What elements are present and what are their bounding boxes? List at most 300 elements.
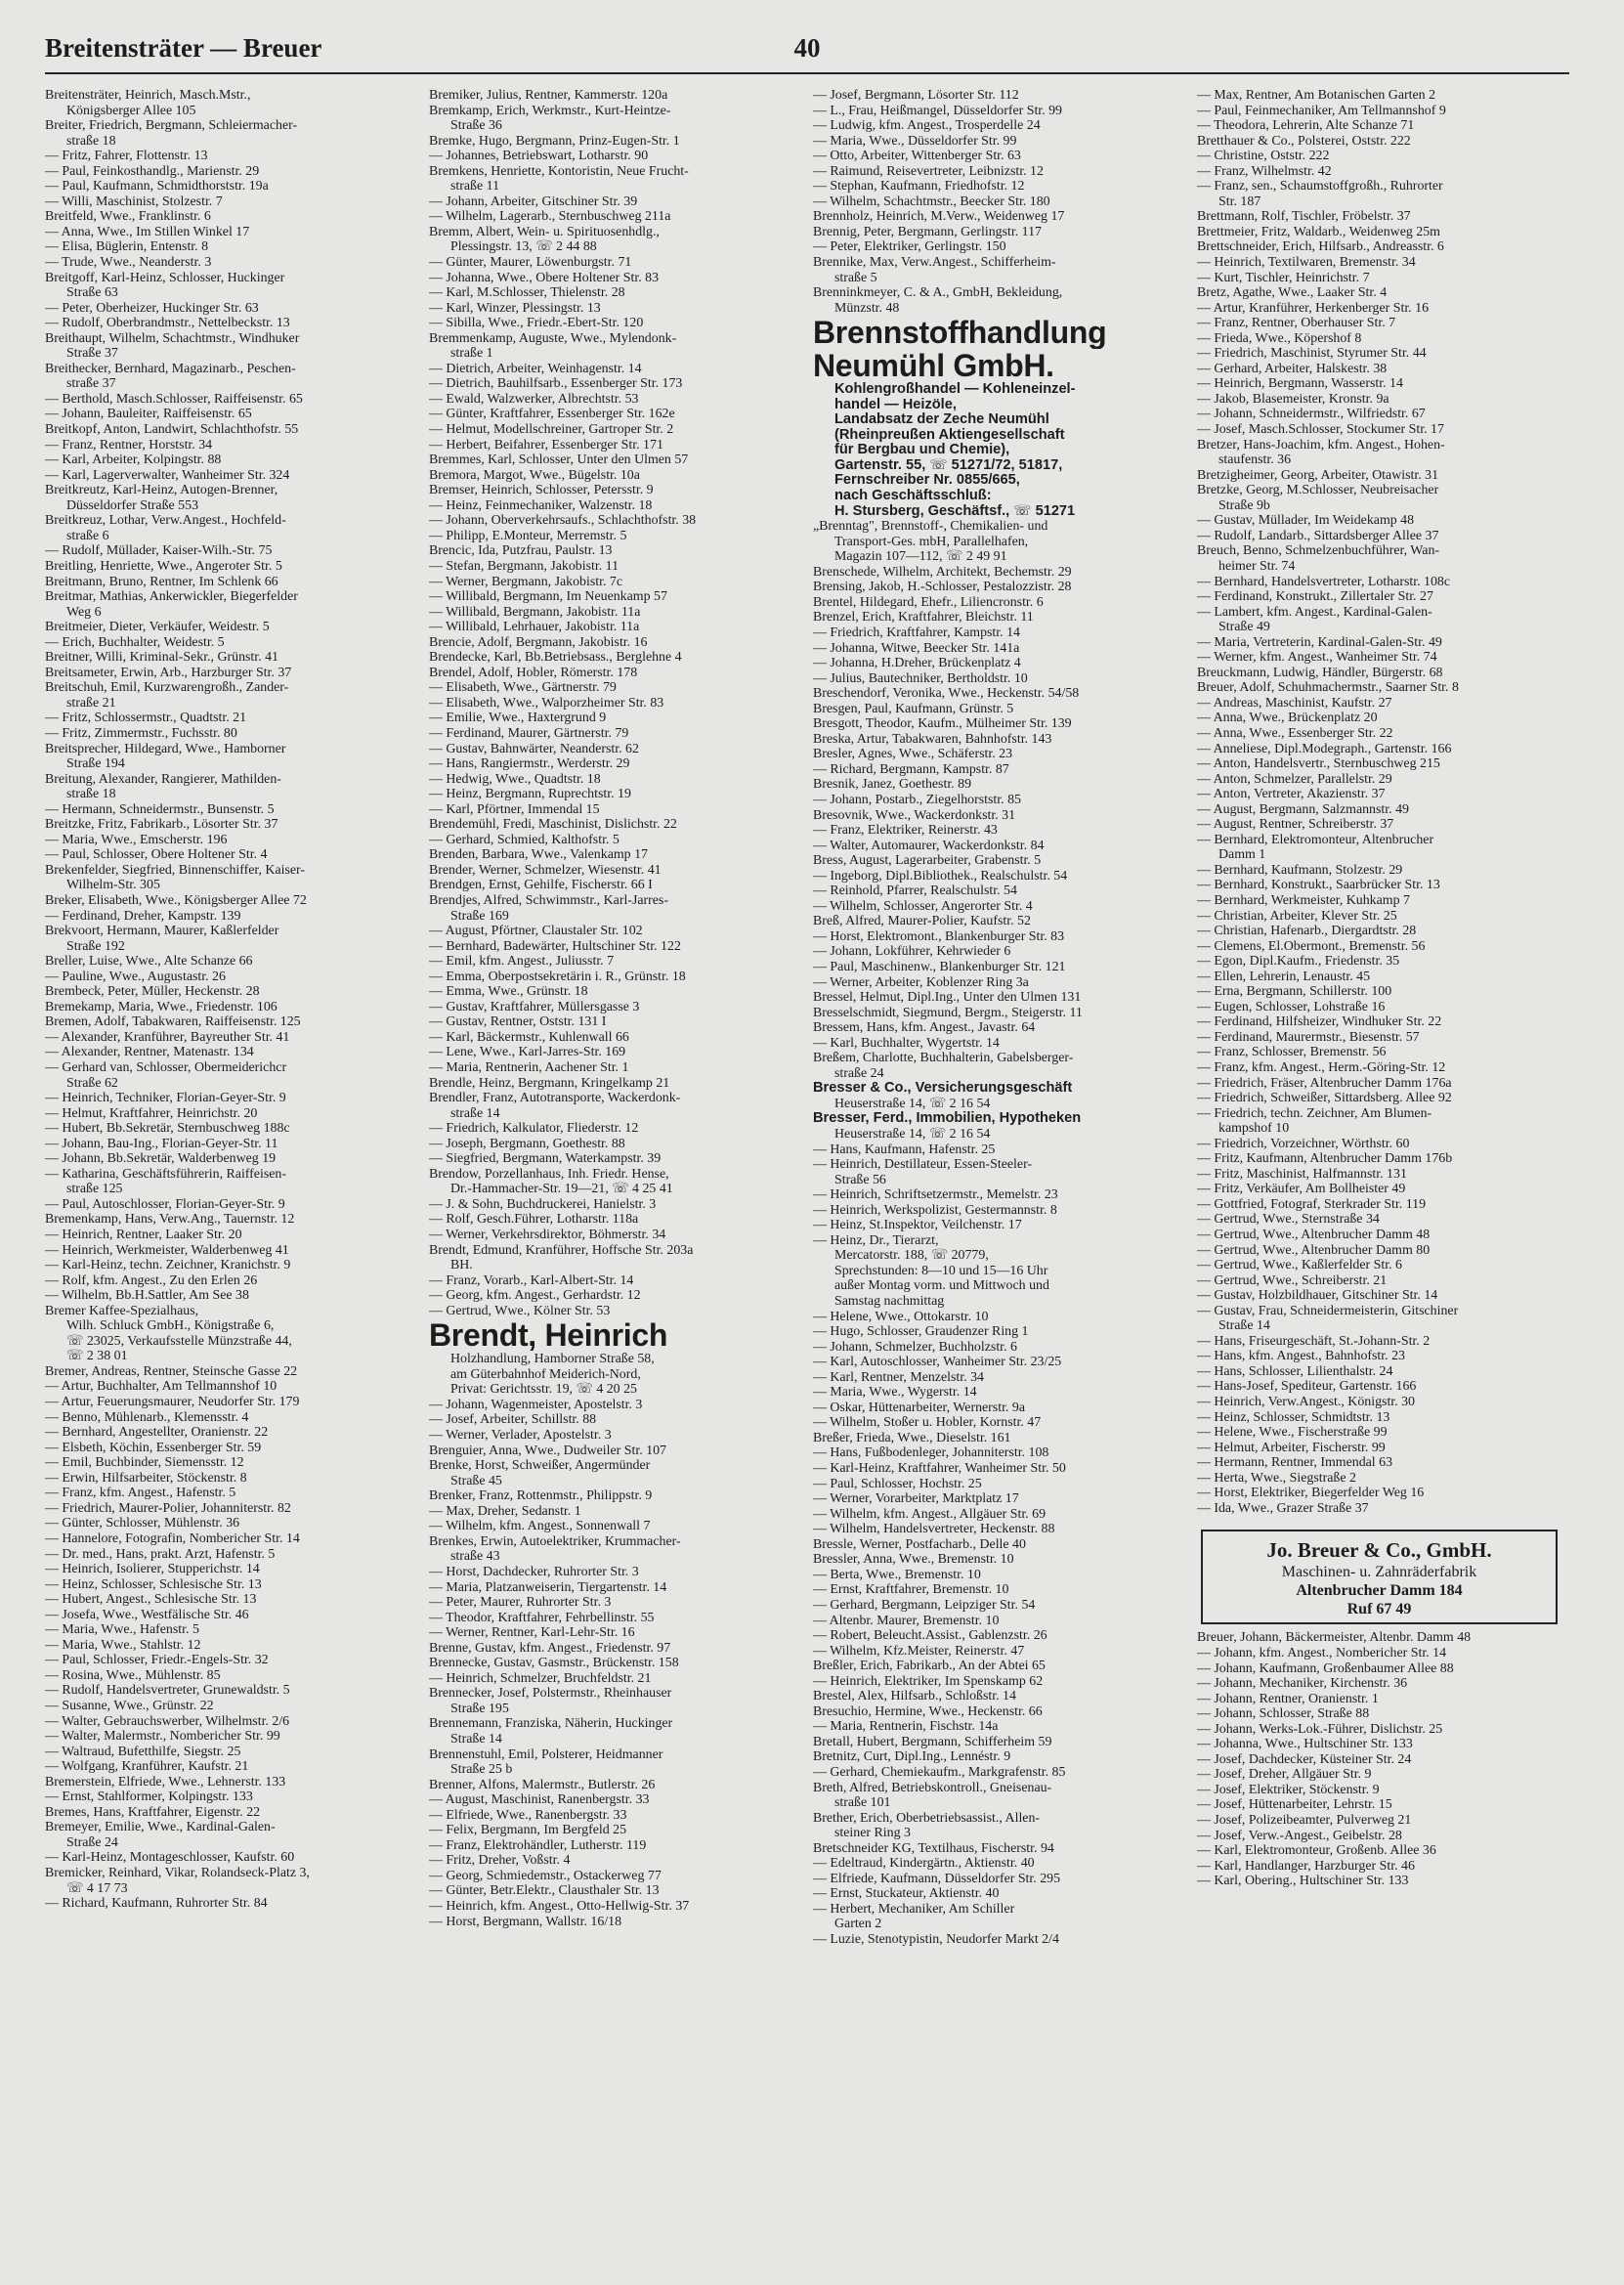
entry-continuation: ☏ 23025, Verkaufsstelle Münzstraße 44, <box>66 1333 292 1349</box>
directory-entry: — Richard, Kaufmann, Ruhrorter Str. 84 <box>45 1896 268 1912</box>
directory-entry: — Karl, Arbeiter, Kolpingstr. 88 <box>45 453 222 468</box>
directory-entry: — Helene, Wwe., Ottokarstr. 10 <box>813 1309 989 1324</box>
advert-phone: Ruf 67 49 <box>1346 1601 1412 1618</box>
directory-entry: Breuer, Johann, Bäckermeister, Altenbr. Damm 48 <box>1197 1630 1472 1646</box>
entry-continuation: Garten 2 <box>834 1917 882 1932</box>
directory-entry: — Pauline, Wwe., Augustastr. 26 <box>45 969 226 984</box>
directory-entry: — Günter, Maurer, Löwenburgstr. 71 <box>429 255 632 271</box>
directory-entry: — Walter, Gebrauchswerber, Wilhelmstr. 2/6 <box>45 1713 290 1729</box>
directory-entry: — Heinz, Schlosser, Schlesische Str. 13 <box>45 1576 262 1592</box>
directory-entry: — Ernst, Stahlformer, Kolpingstr. 133 <box>45 1789 253 1805</box>
directory-entry: Breitensträter, Heinrich, Masch.Mstr., <box>45 88 251 103</box>
directory-entry: — Andreas, Maschinist, Kaufstr. 27 <box>1197 695 1392 711</box>
directory-entry: — Richard, Bergmann, Kampstr. 87 <box>813 761 1009 777</box>
directory-entry: — Anna, Wwe., Brückenplatz 20 <box>1197 711 1378 726</box>
directory-entry: — Karl, Autoschlosser, Wanheimer Str. 23/25 <box>813 1355 1062 1370</box>
directory-entry: — Franz, Rentner, Horststr. 34 <box>45 437 213 453</box>
directory-entry: — Maria, Rentnerin, Fischstr. 14a <box>813 1719 999 1735</box>
entry-continuation: Landabsatz der Zeche Neumühl <box>834 412 1049 428</box>
entry-continuation: Straße 14 <box>450 1731 502 1746</box>
directory-entry: — Heinz, St.Inspektor, Veilchenstr. 17 <box>813 1218 1022 1233</box>
directory-entry: Bremer Kaffee-Spezialhaus, <box>45 1303 199 1318</box>
entry-continuation: Düsseldorfer Straße 553 <box>66 497 199 513</box>
directory-entry: Bresnik, Janez, Goethestr. 89 <box>813 777 972 793</box>
directory-entry: — Jakob, Blasemeister, Kronstr. 9a <box>1197 391 1389 407</box>
directory-entry: — Gertrud, Wwe., Kaßlerfelder Str. 6 <box>1197 1258 1402 1273</box>
directory-entry: — Johannes, Betriebswart, Lotharstr. 90 <box>429 149 649 164</box>
directory-entry: — Gertrud, Wwe., Kölner Str. 53 <box>429 1303 611 1318</box>
directory-entry: — J. & Sohn, Buchdruckerei, Hanielstr. 3 <box>429 1196 657 1212</box>
directory-entry: Bresser & Co., Versicherungsgeschäft <box>813 1081 1073 1097</box>
directory-entry: — Josef, Arbeiter, Schillstr. 88 <box>429 1412 597 1428</box>
directory-entry: Brendt, Edmund, Kranführer, Hoffsche Str. 203a <box>429 1242 694 1258</box>
directory-entry: Brenzel, Erich, Kraftfahrer, Bleichstr. 11 <box>813 610 1034 625</box>
directory-entry: — Karl, Winzer, Plessingstr. 13 <box>429 300 601 316</box>
directory-entry: — Karl, Buchhalter, Wygertstr. 14 <box>813 1035 1000 1051</box>
directory-entry: — Gertrud, Wwe., Altenbrucher Damm 48 <box>1197 1228 1431 1243</box>
directory-entry: — Lene, Wwe., Karl-Jarres-Str. 169 <box>429 1045 626 1060</box>
directory-entry: — Gertrud, Wwe., Sternstraße 34 <box>1197 1212 1380 1228</box>
directory-entry: Brennholz, Heinrich, M.Verw., Weidenweg 17 <box>813 209 1065 225</box>
directory-entry: — Werner, Rentner, Karl-Lehr-Str. 16 <box>429 1625 635 1641</box>
directory-entry: Bretall, Hubert, Bergmann, Schifferheim 59 <box>813 1734 1052 1749</box>
directory-entry: — Johann, Bau-Ing., Florian-Geyer-Str. 11 <box>45 1136 278 1151</box>
directory-entry: Bremerstein, Elfriede, Wwe., Lehnerstr. 133 <box>45 1774 286 1789</box>
directory-entry: — Paul, Schlosser, Friedr.-Engels-Str. 32 <box>45 1653 269 1668</box>
directory-entry: — Anton, Schmelzer, Parallelstr. 29 <box>1197 771 1392 787</box>
directory-entry: — Bernhard, Handelsvertreter, Lotharstr. 108c <box>1197 574 1451 589</box>
directory-entry: — Anton, Handelsvertr., Sternbuschweg 215 <box>1197 756 1440 772</box>
directory-entry: — Rudolf, Landarb., Sittardsberger Allee 37 <box>1197 528 1439 543</box>
directory-entry: — Elfriede, Kaufmann, Düsseldorfer Str. 295 <box>813 1871 1061 1886</box>
directory-entry: — Luzie, Stenotypistin, Neudorfer Markt 2/4 <box>813 1931 1059 1947</box>
entry-continuation: Königsberger Allee 105 <box>66 103 196 118</box>
directory-entry: Bresuchio, Hermine, Wwe., Heckenstr. 66 <box>813 1703 1043 1719</box>
directory-entry: — Ludwig, kfm. Angest., Trosperdelle 24 <box>813 118 1041 134</box>
page-header <box>45 33 1569 74</box>
directory-entry: — Friedrich, Schweißer, Sittardsberg. Allee 92 <box>1197 1091 1452 1106</box>
entry-continuation: Str. 187 <box>1218 194 1261 209</box>
directory-entry: Brendemühl, Fredi, Maschinist, Dislichstr. 22 <box>429 817 677 833</box>
directory-entry: — Karl, Bäckermstr., Kuhlenwall 66 <box>429 1029 629 1045</box>
directory-entry: — Paul, Schlosser, Obere Holtener Str. 4 <box>45 847 268 863</box>
directory-entry: — Frieda, Wwe., Köpershof 8 <box>1197 330 1362 346</box>
directory-entry: Breitkreutz, Karl-Heinz, Autogen-Brenner, <box>45 483 278 498</box>
directory-entry: — Karl, Elektromonteur, Großenb. Allee 36 <box>1197 1843 1436 1859</box>
entry-continuation: Wilhelm-Str. 305 <box>66 878 160 893</box>
directory-entry: Bressler, Anna, Wwe., Bremenstr. 10 <box>813 1552 1014 1568</box>
directory-entry: — Wilhelm, Schachtmstr., Beecker Str. 180 <box>813 194 1050 209</box>
directory-entry: „Brenntag", Brennstoff-, Chemikalien- und <box>813 519 1048 535</box>
directory-entry: — Wilhelm, Bb.H.Sattler, Am See 38 <box>45 1288 249 1304</box>
directory-entry: Breitling, Henriette, Wwe., Angeroter Str. 5 <box>45 558 282 574</box>
directory-entry: — Franz, Rentner, Oberhauser Str. 7 <box>1197 316 1396 331</box>
directory-entry: Brennenstuhl, Emil, Polsterer, Heidmanner <box>429 1746 663 1762</box>
directory-entry: — Ida, Wwe., Grazer Straße 37 <box>1197 1500 1369 1516</box>
entry-continuation: Kohlengroßhandel — Kohleneinzel- <box>834 382 1076 398</box>
directory-entry: Bremen, Adolf, Tabakwaren, Raiffeisenstr. 125 <box>45 1014 301 1030</box>
directory-entry: — Heinrich, kfm. Angest., Otto-Hellwig-Str. 37 <box>429 1898 690 1914</box>
directory-entry: — Bernhard, Werkmeister, Kuhkamp 7 <box>1197 892 1410 908</box>
directory-entry: — Herbert, Mechaniker, Am Schiller <box>813 1901 1015 1917</box>
directory-entry: Bremeyer, Emilie, Wwe., Kardinal-Galen- <box>45 1820 276 1835</box>
directory-entry: — Theodora, Lehrerin, Alte Schanze 71 <box>1197 118 1415 134</box>
entry-continuation: ☏ 4 17 73 <box>66 1880 128 1896</box>
directory-entry: — August, Bergmann, Salzmannstr. 49 <box>1197 801 1409 817</box>
directory-entry: Bretzigheimer, Georg, Arbeiter, Otawistr. 31 <box>1197 467 1439 483</box>
directory-entry: — Reinhold, Pfarrer, Realschulstr. 54 <box>813 884 1017 899</box>
directory-entry: — Johann, Arbeiter, Gitschiner Str. 39 <box>429 194 638 209</box>
entry-continuation: Gartenstr. 55, ☏ 51271/72, 51817, <box>834 457 1063 473</box>
directory-entry: Bremkamp, Erich, Werkmstr., Kurt-Heintze- <box>429 103 671 118</box>
directory-entry: — Josefa, Wwe., Westfälische Str. 46 <box>45 1607 249 1622</box>
directory-entry: — Waltraud, Bufetthilfe, Siegstr. 25 <box>45 1744 241 1759</box>
directory-entry: — Christine, Oststr. 222 <box>1197 149 1330 164</box>
directory-entry: — Werner, Vorarbeiter, Marktplatz 17 <box>813 1491 1019 1507</box>
directory-entry: — Heinz, Schlosser, Schmidtstr. 13 <box>1197 1409 1390 1425</box>
directory-entry: Bresgen, Paul, Kaufmann, Grünstr. 5 <box>813 701 1014 716</box>
directory-entry: Bressle, Werner, Postfacharb., Delle 40 <box>813 1536 1026 1552</box>
directory-entry: Brettmann, Rolf, Tischler, Fröbelstr. 37 <box>1197 209 1411 225</box>
directory-entry: — Heinrich, Rentner, Laaker Str. 20 <box>45 1228 242 1243</box>
directory-entry: — Johann, Wagenmeister, Apostelstr. 3 <box>429 1397 643 1412</box>
directory-entry: Breschendorf, Veronika, Wwe., Heckenstr. 54/58 <box>813 686 1080 702</box>
directory-entry: — Paul, Maschinenw., Blankenburger Str. 121 <box>813 959 1066 974</box>
entry-continuation: Fernschreiber Nr. 0855/665, <box>834 473 1020 489</box>
directory-entry: — Eugen, Schlosser, Lohstraße 16 <box>1197 999 1386 1014</box>
directory-entry: — Wolfgang, Kranführer, Kaufstr. 21 <box>45 1759 249 1775</box>
directory-entry: — Bernhard, Elektromonteur, Altenbrucher <box>1197 832 1434 847</box>
directory-entry: Breitschuh, Emil, Kurzwarengroßh., Zander- <box>45 680 289 696</box>
directory-entry: — Alexander, Rentner, Matenastr. 134 <box>45 1045 254 1060</box>
directory-entry: — Friedrich, Fräser, Altenbrucher Damm 176a <box>1197 1075 1452 1091</box>
page-number: 40 <box>793 33 821 63</box>
directory-entry: — Friedrich, Kraftfahrer, Kampstr. 14 <box>813 625 1020 640</box>
directory-entry: — Karl, Pförtner, Immendal 15 <box>429 801 600 817</box>
directory-entry: Bremiker, Julius, Rentner, Kammerstr. 120a <box>429 88 668 103</box>
directory-entry: — Rosina, Wwe., Mühlenstr. 85 <box>45 1667 221 1683</box>
directory-entry: — Emma, Wwe., Grünstr. 18 <box>429 984 588 1000</box>
directory-entry: — Horst, Dachdecker, Ruhrorter Str. 3 <box>429 1564 639 1579</box>
entry-continuation: Wilh. Schluck GmbH., Königstraße 6, <box>66 1318 275 1334</box>
directory-entry: — Werner, Verlader, Apostelstr. 3 <box>429 1428 612 1444</box>
entry-continuation: straße 101 <box>834 1795 891 1811</box>
directory-entry: — Johanna, H.Dreher, Brückenplatz 4 <box>813 656 1021 671</box>
directory-entry: — Erich, Buchhalter, Weidestr. 5 <box>45 634 225 650</box>
directory-entry: — Ferdinand, Konstrukt., Zillertaler Str. 27 <box>1197 589 1433 605</box>
entry-continuation: ☏ 2 38 01 <box>66 1349 128 1364</box>
directory-entry: — Karl, Handlanger, Harzburger Str. 46 <box>1197 1858 1415 1874</box>
directory-entry: Breitsameter, Erwin, Arb., Harzburger Str. 37 <box>45 665 292 680</box>
directory-entry: — Gustav, Holzbildhauer, Gitschiner Str. 14 <box>1197 1288 1438 1304</box>
directory-entry: — Stephan, Kaufmann, Friedhofstr. 12 <box>813 179 1025 194</box>
directory-entry: Brendgen, Ernst, Gehilfe, Fischerstr. 66 I <box>429 878 653 893</box>
directory-entry: — Christian, Arbeiter, Klever Str. 25 <box>1197 908 1397 924</box>
directory-entry: Brether, Erich, Oberbetriebsassist., Allen- <box>813 1810 1041 1826</box>
directory-entry: — Heinrich, Schriftsetzermstr., Memelstr. 23 <box>813 1187 1058 1203</box>
directory-entry: — Elfriede, Wwe., Ranenbergstr. 33 <box>429 1807 627 1823</box>
directory-entry: — August, Rentner, Schreiberstr. 37 <box>1197 817 1394 833</box>
directory-entry: — Friedrich, techn. Zeichner, Am Blumen- <box>1197 1105 1432 1121</box>
directory-entry: — Heinrich, Textilwaren, Bremenstr. 34 <box>1197 255 1416 271</box>
directory-entry: — Walter, Malermstr., Nombericher Str. 99 <box>45 1729 280 1745</box>
directory-entry: — Johann, Rentner, Oranienstr. 1 <box>1197 1691 1379 1706</box>
entry-continuation: straße 14 <box>450 1105 500 1121</box>
directory-entry: Brenke, Horst, Schweißer, Angermünder <box>429 1458 651 1474</box>
directory-entry: — Egon, Dipl.Kaufm., Friedenstr. 35 <box>1197 954 1400 970</box>
directory-entry: — Berthold, Masch.Schlosser, Raiffeisenstr. 65 <box>45 391 303 407</box>
directory-entry: — Johanna, Witwe, Beecker Str. 141a <box>813 640 1020 656</box>
directory-entry: — Rudolf, Handelsvertreter, Grunewaldstr. 5 <box>45 1683 290 1699</box>
directory-entry: Brenner, Alfons, Malermstr., Butlerstr. 26 <box>429 1777 656 1792</box>
directory-entry: Bremicker, Reinhard, Vikar, Rolandseck-Platz 3, <box>45 1865 310 1880</box>
directory-entry: — Franz, Elektrohändler, Lutherstr. 119 <box>429 1837 647 1853</box>
directory-entry: — Helmut, Arbeiter, Fischerstr. 99 <box>1197 1440 1386 1455</box>
directory-entry: — Friedrich, Maschinist, Styrumer Str. 44 <box>1197 346 1427 362</box>
directory-entry: — Rolf, Gesch.Führer, Lotharstr. 118a <box>429 1212 639 1228</box>
directory-entry: — Gertrud, Wwe., Schreiberstr. 21 <box>1197 1272 1388 1288</box>
directory-entry: — Artur, Buchhalter, Am Tellmannshof 10 <box>45 1379 278 1395</box>
directory-entry: Bresler, Agnes, Wwe., Schäferstr. 23 <box>813 747 1013 762</box>
directory-entry: — Gerhard, Arbeiter, Halskestr. 38 <box>1197 361 1388 376</box>
directory-entry: — Johanna, Wwe., Obere Holtener Str. 83 <box>429 270 660 285</box>
entry-continuation: Straße 24 <box>66 1834 118 1850</box>
directory-entry: — Anneliese, Dipl.Modegraph., Gartenstr. 166 <box>1197 741 1452 756</box>
directory-entry: Breitgoff, Karl-Heinz, Schlosser, Huckinger <box>45 270 285 285</box>
directory-entry: — Ellen, Lehrerin, Lenaustr. 45 <box>1197 969 1371 984</box>
directory-entry: — Altenbr. Maurer, Bremenstr. 10 <box>813 1613 1000 1628</box>
directory-entry: — Bernhard, Angestellter, Oranienstr. 22 <box>45 1425 269 1441</box>
directory-entry: — Gertrud, Wwe., Altenbrucher Damm 80 <box>1197 1242 1431 1258</box>
entry-continuation: Damm 1 <box>1218 847 1266 863</box>
directory-entry: Brekenfelder, Siegfried, Binnenschiffer, Kaiser- <box>45 862 306 878</box>
directory-entry: — Max, Dreher, Sedanstr. 1 <box>429 1503 581 1519</box>
directory-entry: — Peter, Oberheizer, Huckinger Str. 63 <box>45 300 259 316</box>
directory-entry: — Johann, Bauleiter, Raiffeisenstr. 65 <box>45 407 252 422</box>
entry-continuation: straße 43 <box>450 1549 500 1565</box>
directory-entry: Bremekamp, Maria, Wwe., Friedenstr. 106 <box>45 999 278 1014</box>
directory-entry: Brendler, Franz, Autotransporte, Wackerdonk- <box>429 1091 681 1106</box>
directory-entry: — Heinz, Bergmann, Ruprechtstr. 19 <box>429 787 631 802</box>
directory-entry: — Hermann, Schneidermstr., Bunsenstr. 5 <box>45 801 275 817</box>
directory-entry: — Hans, kfm. Angest., Bahnhofstr. 23 <box>1197 1349 1405 1364</box>
directory-entry: — Fritz, Maschinist, Halfmannstr. 131 <box>1197 1166 1407 1182</box>
directory-entry: Bremmes, Karl, Schlosser, Unter den Ulmen 57 <box>429 453 689 468</box>
directory-entry: — Wilhelm, Schlosser, Angerorter Str. 4 <box>813 898 1033 914</box>
entry-continuation: Straße 37 <box>66 346 118 362</box>
directory-entry: Brencic, Ida, Putzfrau, Paulstr. 13 <box>429 543 613 559</box>
directory-entry: — Ferdinand, Hilfsheizer, Windhuker Str. 22 <box>1197 1014 1442 1030</box>
display-heading: Brendt, Heinrich <box>429 1318 668 1353</box>
directory-entry: Bremmenkamp, Auguste, Wwe., Mylendonk- <box>429 330 677 346</box>
directory-entry: — Max, Rentner, Am Botanischen Garten 2 <box>1197 88 1436 103</box>
directory-entry: — Johann, Bb.Sekretär, Walderbenweg 19 <box>45 1151 277 1167</box>
directory-entry: — Josef, Dreher, Allgäuer Str. 9 <box>1197 1767 1372 1783</box>
directory-entry: — Emilie, Wwe., Haxtergrund 9 <box>429 711 607 726</box>
directory-entry: — Hans, Schlosser, Lilienthalstr. 24 <box>1197 1363 1393 1379</box>
directory-entry: — Ernst, Kraftfahrer, Bremenstr. 10 <box>813 1582 1009 1598</box>
directory-entry: — Horst, Elektriker, Biegerfelder Weg 16 <box>1197 1486 1425 1501</box>
directory-entry: — Rudolf, Müllader, Kaiser-Wilh.-Str. 75 <box>45 543 273 559</box>
directory-entry: — Josef, Polizeibeamter, Pulverweg 21 <box>1197 1812 1412 1828</box>
directory-entry: — Siegfried, Bergmann, Waterkampstr. 39 <box>429 1151 662 1167</box>
directory-entry: — Karl-Heinz, Montageschlosser, Kaufstr. 60 <box>45 1850 295 1866</box>
directory-entry: Breitmar, Mathias, Ankerwickler, Biegerfelder <box>45 589 298 605</box>
directory-entry: — Fritz, Dreher, Voßstr. 4 <box>429 1853 571 1869</box>
entry-continuation: straße 21 <box>66 695 116 711</box>
entry-continuation: Heuserstraße 14, ☏ 2 16 54 <box>834 1127 991 1142</box>
entry-continuation: Straße 9b <box>1218 497 1270 513</box>
directory-entry: — Artur, Kranführer, Herkenberger Str. 16 <box>1197 300 1430 316</box>
directory-entry: — Hubert, Angest., Schlesische Str. 13 <box>45 1592 257 1608</box>
advert-address: Altenbrucher Damm 184 <box>1296 1582 1463 1600</box>
entry-continuation: Straße 45 <box>450 1473 502 1488</box>
entry-continuation: H. Stursberg, Geschäftsf., ☏ 51271 <box>834 503 1076 519</box>
directory-entry: Bresgott, Theodor, Kaufm., Mülheimer Str. 139 <box>813 716 1072 732</box>
directory-entry: Brembeck, Peter, Müller, Heckenstr. 28 <box>45 984 260 1000</box>
directory-entry: — Fritz, Zimmermstr., Fuchsstr. 80 <box>45 725 237 741</box>
directory-entry: — Herta, Wwe., Siegstraße 2 <box>1197 1470 1356 1486</box>
entry-continuation: am Güterbahnhof Meiderich-Nord, <box>450 1366 641 1382</box>
directory-entry: — Heinz, Dr., Tierarzt, <box>813 1232 939 1248</box>
directory-entry: — Hans, Kaufmann, Hafenstr. 25 <box>813 1142 996 1157</box>
directory-entry: — Maria, Wwe., Wygerstr. 14 <box>813 1385 977 1401</box>
entry-continuation: staufenstr. 36 <box>1218 453 1292 468</box>
directory-entry: — Herbert, Beifahrer, Essenberger Str. 171 <box>429 437 663 453</box>
directory-entry: — Maria, Platzanweiserin, Tiergartenstr. 14 <box>429 1579 667 1595</box>
entry-continuation: Straße 36 <box>450 118 502 134</box>
directory-entry: Breitzke, Fritz, Fabrikarb., Lösorter Str. 37 <box>45 817 278 833</box>
directory-entry: — Maria, Rentnerin, Aachener Str. 1 <box>429 1060 629 1075</box>
directory-entry: Brettschneider, Erich, Hilfsarb., Andreasstr. 6 <box>1197 239 1444 255</box>
directory-entry: — Heinrich, Werkmeister, Walderbenweg 41 <box>45 1242 289 1258</box>
directory-entry: Brenschede, Wilhelm, Architekt, Bechemstr. 29 <box>813 564 1072 580</box>
directory-entry: — Johann, Oberverkehrsaufs., Schlachthofstr. 38 <box>429 513 697 529</box>
entry-continuation: straße 24 <box>834 1065 884 1081</box>
directory-entry: — Wilhelm, Handelsvertreter, Heckenstr. 88 <box>813 1522 1055 1537</box>
directory-entry: — Josef, Bergmann, Lösorter Str. 112 <box>813 88 1019 103</box>
directory-entry: — Karl, Obering., Hultschiner Str. 133 <box>1197 1874 1409 1889</box>
directory-entry: — Walter, Automaurer, Wackerdonkstr. 84 <box>813 838 1045 853</box>
entry-continuation: Heuserstraße 14, ☏ 2 16 54 <box>834 1096 991 1111</box>
directory-entry: — Felix, Bergmann, Im Bergfeld 25 <box>429 1823 627 1838</box>
directory-entry: — Philipp, E.Monteur, Merremstr. 5 <box>429 528 627 543</box>
directory-entry: — Johann, Schneidermstr., Wilfriedstr. 67 <box>1197 407 1426 422</box>
directory-entry: — Hubert, Bb.Sekretär, Sternbuschweg 188c <box>45 1121 290 1137</box>
directory-entry: — Hermann, Rentner, Immendal 63 <box>1197 1455 1393 1471</box>
entry-continuation: Straße 14 <box>1218 1318 1270 1334</box>
directory-entry: Bress, August, Lagerarbeiter, Grabenstr. 5 <box>813 853 1042 869</box>
directory-entry: — Paul, Feinmechaniker, Am Tellmannshof 9 <box>1197 103 1446 118</box>
entry-continuation: Straße 169 <box>450 908 509 924</box>
directory-entry: — Werner, Arbeiter, Koblenzer Ring 3a <box>813 974 1029 990</box>
directory-entry: — Clemens, El.Obermont., Bremenstr. 56 <box>1197 938 1426 954</box>
directory-entry: Brettmeier, Fritz, Waldarb., Weidenweg 25m <box>1197 224 1440 239</box>
entry-continuation: Samstag nachmittag <box>834 1294 945 1310</box>
entry-continuation: Holzhandlung, Hamborner Straße 58, <box>450 1352 655 1367</box>
entry-continuation: Straße 25 b <box>450 1762 513 1778</box>
entry-continuation: außer Montag vorm. und Mittwoch und <box>834 1278 1049 1294</box>
directory-entry: — Trude, Wwe., Neanderstr. 3 <box>45 255 212 271</box>
entry-continuation: Mercatorstr. 188, ☏ 20779, <box>834 1248 989 1264</box>
directory-entry: — Ingeborg, Dipl.Bibliothek., Realschulstr. 54 <box>813 868 1068 884</box>
directory-entry: — Bernhard, Konstrukt., Saarbrücker Str. 13 <box>1197 878 1440 893</box>
directory-entry: — Werner, kfm. Angest., Wanheimer Str. 74 <box>1197 650 1437 666</box>
directory-entry: Breth, Alfred, Betriebskontroll., Gneisenau- <box>813 1780 1052 1795</box>
entry-continuation: (Rheinpreußen Aktiengesellschaft <box>834 427 1065 443</box>
directory-entry: — Wilhelm, Stoßer u. Hobler, Kornstr. 47 <box>813 1415 1042 1431</box>
directory-entry: — Johann, Schlosser, Straße 88 <box>1197 1706 1370 1722</box>
directory-entry: Brendle, Heinz, Bergmann, Kringelkamp 21 <box>429 1075 670 1091</box>
directory-entry: Breiter, Friedrich, Bergmann, Schleiermacher- <box>45 118 298 134</box>
advert-business: Maschinen- u. Zahnräderfabrik <box>1281 1564 1477 1581</box>
entry-continuation: Straße 49 <box>1218 620 1270 635</box>
directory-entry: — Maria, Wwe., Düsseldorfer Str. 99 <box>813 133 1017 149</box>
directory-entry: — Friedrich, Kalkulator, Fliederstr. 12 <box>429 1121 639 1137</box>
directory-entry: — Gerhard, Bergmann, Leipziger Str. 54 <box>813 1597 1036 1613</box>
directory-entry: — Gustav, Frau, Schneidermeisterin, Gitschiner <box>1197 1303 1459 1318</box>
directory-entry: — Paul, Kaufmann, Schmidthorststr. 19a <box>45 179 269 194</box>
directory-entry: — Peter, Elektriker, Gerlingstr. 150 <box>813 239 1006 255</box>
directory-entry: — Paul, Autoschlosser, Florian-Geyer-Str. 9 <box>45 1196 285 1212</box>
directory-entry: — Ferdinand, Dreher, Kampstr. 139 <box>45 908 241 924</box>
directory-entry: — Horst, Elektromont., Blankenburger Str. 83 <box>813 928 1065 944</box>
directory-entry: — Berta, Wwe., Bremenstr. 10 <box>813 1567 981 1582</box>
directory-entry: — Josef, Hüttenarbeiter, Lehrstr. 15 <box>1197 1797 1392 1813</box>
entry-continuation: Transport-Ges. mbH, Parallelhafen, <box>834 534 1029 549</box>
directory-entry: Bretzer, Hans-Joachim, kfm. Angest., Hohen- <box>1197 437 1445 453</box>
directory-entry: Breithaupt, Wilhelm, Schachtmstr., Windhuker <box>45 330 300 346</box>
entry-continuation: straße 6 <box>66 528 109 543</box>
directory-entry: — August, Maschinist, Ranenbergstr. 33 <box>429 1792 650 1808</box>
directory-entry: Brendjes, Alfred, Schwimmstr., Karl-Jarres- <box>429 892 668 908</box>
directory-entry: — Josef, Dachdecker, Küsteiner Str. 24 <box>1197 1751 1412 1767</box>
directory-entry: — Gustav, Müllader, Im Weidekamp 48 <box>1197 513 1415 529</box>
directory-entry: — Josef, Elektriker, Stöckenstr. 9 <box>1197 1782 1380 1797</box>
directory-entry: — Ernst, Stuckateur, Aktienstr. 40 <box>813 1886 1000 1902</box>
directory-entry: — Fritz, Kaufmann, Altenbrucher Damm 176b <box>1197 1151 1453 1167</box>
entry-continuation: Straße 192 <box>66 938 125 954</box>
directory-entry: Brenker, Franz, Rottenmstr., Philippstr. 9 <box>429 1488 653 1504</box>
directory-entry: Breller, Luise, Wwe., Alte Schanze 66 <box>45 954 253 970</box>
entry-continuation: für Bergbau und Chemie), <box>834 443 1010 458</box>
directory-entry: Breuer, Adolf, Schuhmachermstr., Saarner Str. 8 <box>1197 680 1459 696</box>
directory-entry: — Elisabeth, Wwe., Gärtnerstr. 79 <box>429 680 617 696</box>
column-4 <box>1197 88 1561 2269</box>
directory-entry: — Günter, Schlosser, Mühlenstr. 36 <box>45 1516 240 1531</box>
directory-entry: — Gustav, Rentner, Oststr. 131 I <box>429 1014 607 1030</box>
directory-entry: — Ferdinand, Maurer, Gärtnerstr. 79 <box>429 725 629 741</box>
directory-entry: — Willibald, Lehrhauer, Jakobistr. 11a <box>429 620 640 635</box>
directory-entry: Brekvoort, Hermann, Maurer, Kaßlerfelder <box>45 924 279 939</box>
directory-entry: — Franz, Elektriker, Reinerstr. 43 <box>813 823 998 839</box>
advert-company: Jo. Breuer & Co., GmbH. <box>1266 1538 1492 1563</box>
directory-entry: — Gustav, Kraftfahrer, Müllersgasse 3 <box>429 999 640 1014</box>
directory-entry: — Friedrich, Maurer-Polier, Johanniterstr. 82 <box>45 1500 291 1516</box>
entry-continuation: Straße 63 <box>66 285 118 301</box>
directory-entry: — Ferdinand, Maurermstr., Biesenstr. 57 <box>1197 1029 1420 1045</box>
directory-entry: Breßem, Charlotte, Buchhalterin, Gabelsberger- <box>813 1051 1074 1066</box>
directory-entry: — Karl-Heinz, techn. Zeichner, Kranichstr. 9 <box>45 1258 291 1273</box>
directory-entry: Bremser, Heinrich, Schlosser, Petersstr. 9 <box>429 483 654 498</box>
directory-entry: — Bernhard, Badewärter, Hultschiner Str. 122 <box>429 938 681 954</box>
directory-entry: — Wilhelm, kfm. Angest., Allgäuer Str. 69 <box>813 1506 1047 1522</box>
entry-continuation: steiner Ring 3 <box>834 1826 911 1841</box>
directory-entry: — Anna, Wwe., Im Stillen Winkel 17 <box>45 224 250 239</box>
directory-entry: Brendow, Porzellanhaus, Inh. Friedr. Hense, <box>429 1166 669 1182</box>
directory-entry: — Otto, Arbeiter, Wittenberger Str. 63 <box>813 149 1021 164</box>
directory-entry: — Werner, Bergmann, Jakobistr. 7c <box>429 574 623 589</box>
